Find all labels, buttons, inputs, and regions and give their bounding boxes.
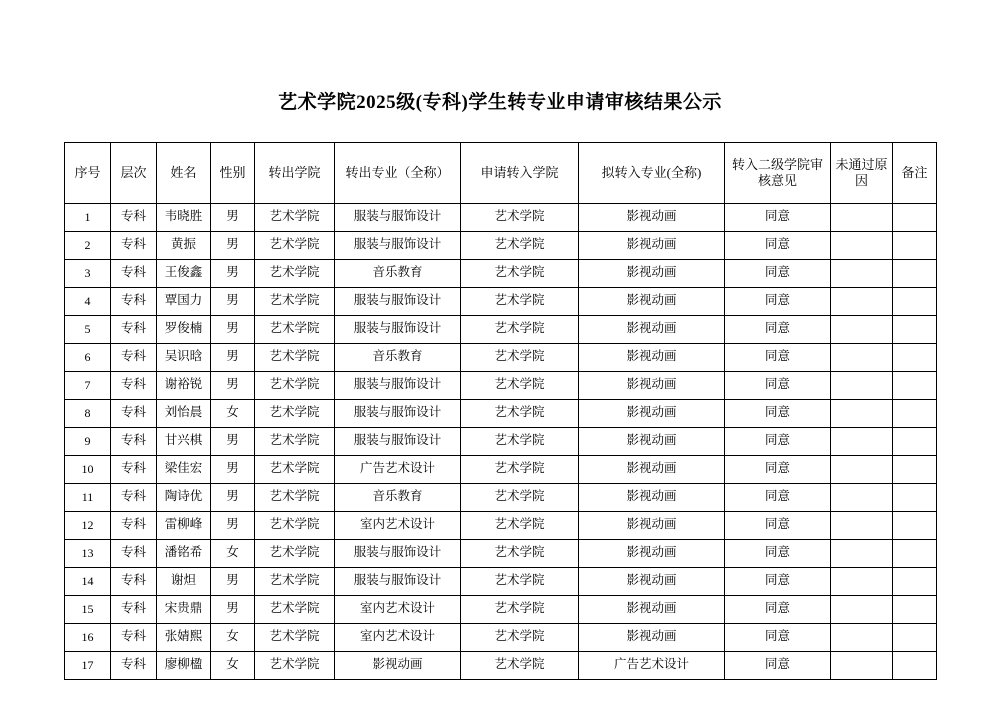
- cell-index: 1: [65, 203, 111, 231]
- cell-gender: 男: [211, 287, 255, 315]
- cell-index: 7: [65, 371, 111, 399]
- cell-remark: [893, 231, 937, 259]
- cell-gender: 男: [211, 455, 255, 483]
- cell-index: 5: [65, 315, 111, 343]
- column-header-out-major: 转出专业（全称）: [335, 142, 461, 203]
- table-row: [65, 539, 937, 567]
- cell-out-college: 艺术学院: [255, 371, 335, 399]
- cell-reason: [831, 231, 893, 259]
- table-row: [65, 231, 937, 259]
- cell-index: 12: [65, 511, 111, 539]
- cell-out-major: 服装与服饰设计: [335, 539, 461, 567]
- cell-reason: [831, 455, 893, 483]
- cell-reason: [831, 287, 893, 315]
- cell-index: 14: [65, 567, 111, 595]
- cell-opinion: 同意: [725, 343, 831, 371]
- cell-remark: [893, 259, 937, 287]
- cell-reason: [831, 315, 893, 343]
- table-row: [65, 623, 937, 651]
- cell-in-major: 影视动画: [579, 315, 725, 343]
- table-row: [65, 595, 937, 623]
- cell-out-college: 艺术学院: [255, 455, 335, 483]
- cell-in-major: 影视动画: [579, 483, 725, 511]
- cell-index: 6: [65, 343, 111, 371]
- cell-in-major: 影视动画: [579, 259, 725, 287]
- cell-remark: [893, 595, 937, 623]
- cell-remark: [893, 623, 937, 651]
- cell-in-college: 艺术学院: [461, 567, 579, 595]
- cell-out-major: 服装与服饰设计: [335, 231, 461, 259]
- cell-out-college: 艺术学院: [255, 623, 335, 651]
- cell-out-major: 服装与服饰设计: [335, 315, 461, 343]
- cell-reason: [831, 511, 893, 539]
- cell-in-college: 艺术学院: [461, 399, 579, 427]
- cell-remark: [893, 651, 937, 679]
- cell-name: 罗俊楠: [157, 315, 211, 343]
- page-title: 艺术学院2025级(专科)学生转专业申请审核结果公示: [278, 92, 722, 113]
- cell-index: 3: [65, 259, 111, 287]
- cell-in-major: 影视动画: [579, 371, 725, 399]
- cell-level: 专科: [111, 539, 157, 567]
- cell-in-college: 艺术学院: [461, 231, 579, 259]
- cell-out-college: 艺术学院: [255, 259, 335, 287]
- cell-name: 王俊鑫: [157, 259, 211, 287]
- cell-in-college: 艺术学院: [461, 651, 579, 679]
- cell-level: 专科: [111, 511, 157, 539]
- cell-out-major: 服装与服饰设计: [335, 399, 461, 427]
- cell-name: 刘怡晨: [157, 399, 211, 427]
- cell-name: 谢裕锐: [157, 371, 211, 399]
- column-header-level: 层次: [111, 142, 157, 203]
- cell-gender: 男: [211, 231, 255, 259]
- cell-index: 11: [65, 483, 111, 511]
- cell-in-major: 影视动画: [579, 427, 725, 455]
- cell-in-college: 艺术学院: [461, 315, 579, 343]
- cell-name: 潘铭希: [157, 539, 211, 567]
- cell-out-college: 艺术学院: [255, 567, 335, 595]
- table-row: [65, 427, 937, 455]
- cell-out-major: 室内艺术设计: [335, 595, 461, 623]
- table-row: [65, 259, 937, 287]
- cell-gender: 男: [211, 259, 255, 287]
- table-row: [65, 371, 937, 399]
- cell-gender: 男: [211, 427, 255, 455]
- cell-remark: [893, 371, 937, 399]
- table-row: [65, 483, 937, 511]
- cell-opinion: 同意: [725, 623, 831, 651]
- cell-level: 专科: [111, 231, 157, 259]
- table-row: [65, 343, 937, 371]
- cell-remark: [893, 483, 937, 511]
- cell-name: 陶诗优: [157, 483, 211, 511]
- cell-level: 专科: [111, 483, 157, 511]
- cell-out-college: 艺术学院: [255, 651, 335, 679]
- cell-out-college: 艺术学院: [255, 511, 335, 539]
- table-row: [65, 315, 937, 343]
- cell-in-major: 影视动画: [579, 567, 725, 595]
- cell-opinion: 同意: [725, 483, 831, 511]
- transfer-results-table: [64, 142, 937, 680]
- cell-level: 专科: [111, 371, 157, 399]
- cell-out-college: 艺术学院: [255, 539, 335, 567]
- cell-remark: [893, 343, 937, 371]
- cell-level: 专科: [111, 595, 157, 623]
- cell-name: 廖柳楹: [157, 651, 211, 679]
- cell-opinion: 同意: [725, 567, 831, 595]
- cell-out-college: 艺术学院: [255, 287, 335, 315]
- cell-level: 专科: [111, 259, 157, 287]
- column-header-in-major: 拟转入专业(全称): [579, 142, 725, 203]
- cell-opinion: 同意: [725, 595, 831, 623]
- cell-in-major: 影视动画: [579, 203, 725, 231]
- cell-in-major: 影视动画: [579, 399, 725, 427]
- cell-opinion: 同意: [725, 455, 831, 483]
- cell-reason: [831, 371, 893, 399]
- cell-reason: [831, 539, 893, 567]
- cell-gender: 男: [211, 567, 255, 595]
- cell-level: 专科: [111, 399, 157, 427]
- cell-in-college: 艺术学院: [461, 203, 579, 231]
- cell-gender: 女: [211, 623, 255, 651]
- cell-gender: 女: [211, 651, 255, 679]
- cell-name: 谢炟: [157, 567, 211, 595]
- cell-index: 8: [65, 399, 111, 427]
- cell-in-college: 艺术学院: [461, 539, 579, 567]
- cell-gender: 男: [211, 371, 255, 399]
- cell-out-college: 艺术学院: [255, 483, 335, 511]
- table-row: [65, 455, 937, 483]
- cell-index: 2: [65, 231, 111, 259]
- cell-out-major: 服装与服饰设计: [335, 287, 461, 315]
- cell-in-college: 艺术学院: [461, 623, 579, 651]
- cell-index: 16: [65, 623, 111, 651]
- cell-level: 专科: [111, 343, 157, 371]
- cell-index: 10: [65, 455, 111, 483]
- cell-out-college: 艺术学院: [255, 399, 335, 427]
- cell-out-major: 室内艺术设计: [335, 623, 461, 651]
- cell-remark: [893, 287, 937, 315]
- cell-gender: 男: [211, 343, 255, 371]
- cell-name: 吴识晗: [157, 343, 211, 371]
- cell-in-major: 影视动画: [579, 511, 725, 539]
- cell-opinion: 同意: [725, 399, 831, 427]
- cell-name: 宋贵鼎: [157, 595, 211, 623]
- cell-index: 17: [65, 651, 111, 679]
- cell-opinion: 同意: [725, 315, 831, 343]
- cell-in-college: 艺术学院: [461, 455, 579, 483]
- cell-out-college: 艺术学院: [255, 427, 335, 455]
- cell-opinion: 同意: [725, 427, 831, 455]
- cell-in-major: 影视动画: [579, 343, 725, 371]
- cell-in-college: 艺术学院: [461, 483, 579, 511]
- cell-index: 15: [65, 595, 111, 623]
- cell-level: 专科: [111, 287, 157, 315]
- cell-gender: 男: [211, 595, 255, 623]
- cell-name: 韦晓胜: [157, 203, 211, 231]
- cell-reason: [831, 567, 893, 595]
- cell-in-college: 艺术学院: [461, 259, 579, 287]
- cell-in-major: 广告艺术设计: [579, 651, 725, 679]
- table-body: [65, 203, 937, 679]
- column-header-gender: 性别: [211, 142, 255, 203]
- column-header-in-college: 申请转入学院: [461, 142, 579, 203]
- cell-reason: [831, 483, 893, 511]
- cell-reason: [831, 427, 893, 455]
- column-header-out-college: 转出学院: [255, 142, 335, 203]
- cell-out-major: 服装与服饰设计: [335, 427, 461, 455]
- cell-gender: 女: [211, 539, 255, 567]
- cell-gender: 男: [211, 511, 255, 539]
- cell-name: 雷柳峰: [157, 511, 211, 539]
- cell-out-major: 室内艺术设计: [335, 511, 461, 539]
- cell-reason: [831, 259, 893, 287]
- cell-remark: [893, 511, 937, 539]
- cell-out-college: 艺术学院: [255, 315, 335, 343]
- table-row: [65, 399, 937, 427]
- results-table-container: [64, 115, 936, 680]
- cell-out-major: 服装与服饰设计: [335, 371, 461, 399]
- column-header-opinion: 转入二级学院审核意见: [725, 142, 831, 203]
- cell-out-major: 服装与服饰设计: [335, 567, 461, 595]
- cell-in-college: 艺术学院: [461, 371, 579, 399]
- cell-in-major: 影视动画: [579, 231, 725, 259]
- cell-out-major: 影视动画: [335, 651, 461, 679]
- cell-reason: [831, 623, 893, 651]
- cell-opinion: 同意: [725, 511, 831, 539]
- cell-in-college: 艺术学院: [461, 427, 579, 455]
- cell-remark: [893, 203, 937, 231]
- cell-remark: [893, 399, 937, 427]
- table-row: [65, 567, 937, 595]
- cell-out-college: 艺术学院: [255, 595, 335, 623]
- cell-out-college: 艺术学院: [255, 231, 335, 259]
- cell-gender: 男: [211, 203, 255, 231]
- cell-opinion: 同意: [725, 287, 831, 315]
- cell-opinion: 同意: [725, 231, 831, 259]
- cell-level: 专科: [111, 315, 157, 343]
- cell-remark: [893, 567, 937, 595]
- cell-opinion: 同意: [725, 259, 831, 287]
- column-header-name: 姓名: [157, 142, 211, 203]
- cell-remark: [893, 427, 937, 455]
- cell-out-college: 艺术学院: [255, 343, 335, 371]
- cell-level: 专科: [111, 455, 157, 483]
- cell-out-major: 服装与服饰设计: [335, 203, 461, 231]
- cell-gender: 女: [211, 399, 255, 427]
- table-header: [65, 142, 937, 203]
- cell-in-college: 艺术学院: [461, 595, 579, 623]
- cell-in-major: 影视动画: [579, 623, 725, 651]
- cell-gender: 男: [211, 315, 255, 343]
- cell-out-major: 广告艺术设计: [335, 455, 461, 483]
- cell-in-college: 艺术学院: [461, 511, 579, 539]
- cell-name: 张婧熙: [157, 623, 211, 651]
- cell-in-major: 影视动画: [579, 595, 725, 623]
- column-header-remark: 备注: [893, 142, 937, 203]
- cell-index: 4: [65, 287, 111, 315]
- cell-reason: [831, 343, 893, 371]
- table-header-row: [65, 142, 937, 203]
- column-header-reason: 未通过原因: [831, 142, 893, 203]
- cell-in-major: 影视动画: [579, 287, 725, 315]
- cell-name: 甘兴棋: [157, 427, 211, 455]
- cell-remark: [893, 315, 937, 343]
- cell-opinion: 同意: [725, 651, 831, 679]
- cell-opinion: 同意: [725, 371, 831, 399]
- cell-level: 专科: [111, 427, 157, 455]
- cell-remark: [893, 455, 937, 483]
- table-row: [65, 203, 937, 231]
- cell-in-major: 影视动画: [579, 455, 725, 483]
- cell-remark: [893, 539, 937, 567]
- cell-in-major: 影视动画: [579, 539, 725, 567]
- cell-name: 梁佳宏: [157, 455, 211, 483]
- cell-index: 9: [65, 427, 111, 455]
- cell-out-major: 音乐教育: [335, 259, 461, 287]
- cell-in-college: 艺术学院: [461, 287, 579, 315]
- cell-name: 覃国力: [157, 287, 211, 315]
- cell-in-college: 艺术学院: [461, 343, 579, 371]
- cell-reason: [831, 595, 893, 623]
- cell-opinion: 同意: [725, 539, 831, 567]
- cell-level: 专科: [111, 203, 157, 231]
- table-row: [65, 651, 937, 679]
- cell-level: 专科: [111, 567, 157, 595]
- table-row: [65, 511, 937, 539]
- cell-reason: [831, 651, 893, 679]
- table-row: [65, 287, 937, 315]
- cell-out-college: 艺术学院: [255, 203, 335, 231]
- cell-reason: [831, 203, 893, 231]
- cell-gender: 男: [211, 483, 255, 511]
- cell-index: 13: [65, 539, 111, 567]
- cell-name: 黄振: [157, 231, 211, 259]
- cell-opinion: 同意: [725, 203, 831, 231]
- cell-level: 专科: [111, 623, 157, 651]
- cell-out-major: 音乐教育: [335, 343, 461, 371]
- cell-out-major: 音乐教育: [335, 483, 461, 511]
- cell-reason: [831, 399, 893, 427]
- cell-level: 专科: [111, 651, 157, 679]
- column-header-index: 序号: [65, 142, 111, 203]
